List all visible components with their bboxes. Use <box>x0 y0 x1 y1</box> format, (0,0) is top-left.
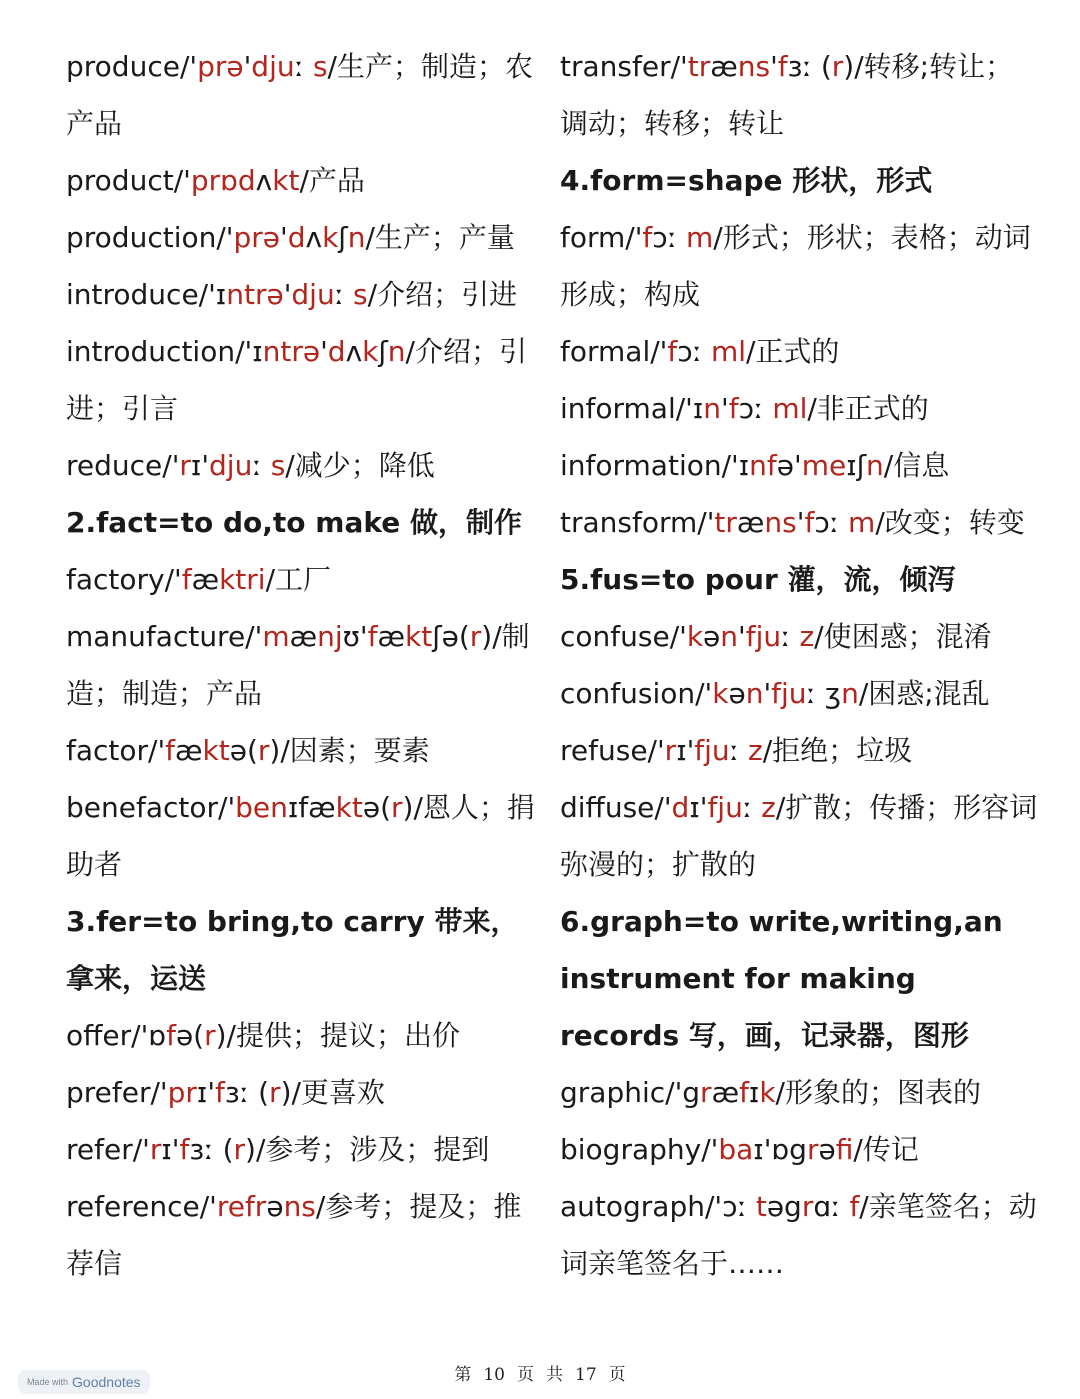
entry-text: ə <box>728 677 746 710</box>
page-footer <box>0 1360 1080 1385</box>
phonetic-highlight: kt <box>202 734 230 767</box>
entry-text: ɜː ( <box>224 1076 270 1109</box>
entry-text: )/转移;转让；调动；转移；转让 <box>560 50 1014 140</box>
entry-text: ː <box>252 449 271 482</box>
vocab-entry <box>560 665 1040 722</box>
entry-text: ː <box>742 791 762 824</box>
phonetic-highlight: f <box>181 563 192 596</box>
entry-text: ɪ' <box>161 1133 180 1166</box>
vocab-entry <box>560 1121 1040 1178</box>
phonetic-highlight: prɒd <box>190 164 256 197</box>
phonetic-highlight: s <box>270 449 286 482</box>
phonetic-highlight: f <box>642 221 653 254</box>
goodnotes-badge <box>18 1370 150 1394</box>
vocab-entry <box>560 722 1040 779</box>
entry-text: autograph/'ɔː <box>560 1190 756 1223</box>
entry-text: ' <box>770 50 778 83</box>
vocab-entry <box>66 722 536 779</box>
entry-text: )/提供；提议；出价 <box>215 1019 460 1052</box>
entry-text: ' <box>763 677 772 710</box>
entry-text: ʃə( <box>432 620 470 653</box>
phonetic-highlight: nj <box>317 620 343 653</box>
phonetic-highlight: tr <box>687 50 711 83</box>
phonetic-highlight: s <box>312 50 328 83</box>
phonetic-highlight: k <box>759 1076 776 1109</box>
entry-text: ' <box>280 221 288 254</box>
right-column <box>560 38 1040 1292</box>
vocab-entry <box>66 1007 536 1064</box>
entry-text: əg <box>766 1190 802 1223</box>
entry-text: æ <box>377 620 405 653</box>
entry-text: /传记 <box>853 1133 919 1166</box>
phonetic-highlight: r <box>233 1133 246 1166</box>
entry-text: transform/' <box>560 506 715 539</box>
phonetic-highlight: f <box>777 50 788 83</box>
entry-text: ʊ' <box>342 620 368 653</box>
phonetic-highlight: fju <box>694 734 730 767</box>
footer-suffix: 页 <box>608 1365 626 1385</box>
entry-text: )/更喜欢 <box>280 1076 385 1109</box>
vocab-entry <box>560 437 1040 494</box>
vocab-entry <box>66 266 536 323</box>
entry-text: /改变；转变 <box>875 506 1025 539</box>
phonetic-highlight: ns <box>737 50 771 83</box>
section-heading: 6.graph=to write,writing,an instrument for making records 写，画，记录器，图形 <box>560 905 1003 1052</box>
phonetic-highlight: r <box>149 1133 162 1166</box>
entry-text: information/'ɪ <box>560 449 750 482</box>
entry-text: æ <box>710 50 738 83</box>
entry-text: benefactor/' <box>66 791 236 824</box>
vocab-entry <box>66 1178 536 1292</box>
entry-text: ɜː ( <box>787 50 832 83</box>
entry-text: ː ʒ <box>806 677 842 710</box>
left-column <box>66 38 536 1292</box>
entry-text: ə( <box>229 734 258 767</box>
entry-text: confusion/' <box>560 677 713 710</box>
phonetic-highlight: nf <box>749 449 777 482</box>
entry-text: ɪ' <box>676 734 695 767</box>
phonetic-highlight: refr <box>216 1190 267 1223</box>
phonetic-highlight: f <box>367 620 378 653</box>
phonetic-highlight: ntrə <box>226 278 284 311</box>
entry-text: graphic/'g <box>560 1076 701 1109</box>
vocab-entry <box>560 608 1040 665</box>
phonetic-highlight: r <box>204 1019 216 1052</box>
phonetic-highlight: n <box>703 392 722 425</box>
entry-text: ː <box>729 734 749 767</box>
phonetic-highlight: d <box>287 221 306 254</box>
phonetic-highlight: k <box>686 620 704 653</box>
entry-text: )/恩人；捐助者 <box>66 791 535 881</box>
entry-text: æ <box>736 506 765 539</box>
phonetic-highlight: r <box>806 1133 819 1166</box>
entry-text: æ <box>711 1076 740 1109</box>
phonetic-highlight: k <box>712 677 729 710</box>
phonetic-highlight: ben <box>235 791 288 824</box>
phonetic-highlight: kt <box>335 791 363 824</box>
entry-text: /扩散；传播；形容词弥漫的；扩散的 <box>560 791 1038 881</box>
phonetic-highlight: fju <box>707 791 743 824</box>
entry-text: ' <box>320 335 328 368</box>
phonetic-highlight: r <box>801 1190 814 1223</box>
entry-text: ' <box>721 392 729 425</box>
entry-text: )/因素；要素 <box>269 734 430 767</box>
entry-text: ɔː <box>814 506 849 539</box>
vocab-entry <box>66 437 536 494</box>
vocab-entry <box>66 152 536 209</box>
entry-text: product/' <box>66 164 191 197</box>
entry-text: offer/'ɒ <box>66 1019 167 1052</box>
phonetic-highlight: fju <box>771 677 807 710</box>
phonetic-highlight: f <box>166 1019 176 1052</box>
entry-text: /介绍；引进；引言 <box>66 335 527 425</box>
entry-text: ɔː <box>738 392 773 425</box>
phonetic-highlight: dju <box>291 278 335 311</box>
entry-text: /工厂 <box>265 563 332 596</box>
entry-text: /参考；提及；推荐信 <box>66 1190 522 1280</box>
vocab-entry <box>560 38 1040 152</box>
entry-text: /拒绝；垃圾 <box>762 734 913 767</box>
phonetic-highlight: f <box>165 734 176 767</box>
phonetic-highlight: f <box>728 392 739 425</box>
vocab-entry <box>560 779 1040 893</box>
entry-text: ʌ <box>345 335 363 368</box>
phonetic-highlight: r <box>179 449 191 482</box>
vocab-entry <box>66 608 536 722</box>
vocab-entry <box>66 551 536 608</box>
phonetic-highlight: n <box>866 449 884 482</box>
phonetic-highlight: f <box>849 1190 860 1223</box>
entry-text: ɔː <box>652 221 686 254</box>
entry-text: introduction/'ɪ <box>66 335 263 368</box>
phonetic-highlight: kt <box>272 164 300 197</box>
entry-text: ː <box>334 278 354 311</box>
entry-text: ː <box>781 620 800 653</box>
phonetic-highlight: m <box>848 506 876 539</box>
entry-text: ə <box>703 620 721 653</box>
footer-page-number: 10 <box>483 1365 505 1385</box>
entry-text: /正式的 <box>746 335 840 368</box>
section-heading: 4.form=shape 形状，形式 <box>560 164 933 197</box>
phonetic-highlight: r <box>257 734 270 767</box>
phonetic-highlight: d <box>671 791 690 824</box>
entry-text: ɪ <box>748 1076 760 1109</box>
entry-text: ɪfæ <box>287 791 336 824</box>
entry-text: form/' <box>560 221 643 254</box>
section-heading: 5.fus=to pour 灌，流，倾泻 <box>560 563 956 596</box>
entry-text: /非正式的 <box>807 392 929 425</box>
phonetic-highlight: f <box>667 335 678 368</box>
vocab-entry <box>560 380 1040 437</box>
entry-text: ʌ <box>305 221 323 254</box>
entry-text: reference/' <box>66 1190 217 1223</box>
entry-text: ə( <box>362 791 392 824</box>
entry-text: manufacture/' <box>66 620 263 653</box>
entry-text: ɪʃ <box>846 449 867 482</box>
phonetic-highlight: n <box>720 620 739 653</box>
phonetic-highlight: tr <box>714 506 737 539</box>
entry-text: /介绍；引进 <box>367 278 518 311</box>
entry-text: æ <box>289 620 318 653</box>
phonetic-highlight: m <box>686 221 714 254</box>
phonetic-highlight: z <box>748 734 763 767</box>
entry-text: æ <box>175 734 203 767</box>
phonetic-highlight: n <box>841 677 859 710</box>
phonetic-highlight: r <box>469 620 482 653</box>
entry-text: ː <box>294 50 313 83</box>
phonetic-highlight: s <box>353 278 368 311</box>
vocab-entry <box>66 779 536 893</box>
section-heading: 3.fer=to bring,to carry 带来，拿来，运送 <box>66 905 519 995</box>
entry-text: /减少；降低 <box>285 449 435 482</box>
entry-text: confuse/' <box>560 620 687 653</box>
entry-text: transfer/' <box>560 50 688 83</box>
entry-text: /形式；形状；表格；动词形成；构成 <box>560 221 1031 311</box>
phonetic-highlight: kt <box>405 620 433 653</box>
entry-text: formal/' <box>560 335 668 368</box>
section-heading: 2.fact=to do,to make 做，制作 <box>66 506 522 539</box>
phonetic-highlight: pr <box>167 1076 197 1109</box>
phonetic-highlight: fi <box>835 1133 854 1166</box>
entry-text: factor/' <box>66 734 166 767</box>
phonetic-highlight: prə <box>197 50 244 83</box>
vocab-entry <box>66 1121 536 1178</box>
phonetic-highlight: k <box>322 221 339 254</box>
phonetic-highlight: dju <box>251 50 295 83</box>
phonetic-highlight: fju <box>745 620 782 653</box>
phonetic-highlight: ba <box>718 1133 754 1166</box>
phonetic-highlight: f <box>179 1133 190 1166</box>
entry-text: informal/'ɪ <box>560 392 704 425</box>
footer-page-label: 页 <box>517 1365 534 1385</box>
entry-text: ' <box>283 278 292 311</box>
vocab-entry <box>66 1064 536 1121</box>
entry-text: reduce/' <box>66 449 180 482</box>
entry-text: ɪ' <box>689 791 708 824</box>
phonetic-highlight: ktri <box>219 563 266 596</box>
entry-text: æ <box>191 563 220 596</box>
entry-text: diffuse/' <box>560 791 672 824</box>
entry-text: /信息 <box>883 449 950 482</box>
phonetic-highlight: n <box>347 221 366 254</box>
phonetic-highlight: m <box>262 620 290 653</box>
entry-text: /亲笔签名；动词亲笔签名于…… <box>560 1190 1037 1280</box>
phonetic-highlight: me <box>801 449 847 482</box>
phonetic-highlight: f <box>215 1076 225 1109</box>
entry-text: ə' <box>776 449 802 482</box>
phonetic-highlight: r <box>269 1076 281 1109</box>
phonetic-highlight: z <box>799 620 815 653</box>
phonetic-highlight: d <box>327 335 346 368</box>
entry-text: refer/' <box>66 1133 150 1166</box>
entry-text: /生产；制造；农产品 <box>66 50 533 140</box>
phonetic-highlight: dju <box>209 449 253 482</box>
entry-text: refuse/' <box>560 734 665 767</box>
phonetic-highlight: r <box>664 734 677 767</box>
phonetic-highlight: z <box>761 791 776 824</box>
entry-text: /生产；产量 <box>365 221 515 254</box>
vocab-entry <box>560 209 1040 323</box>
entry-text: ' <box>738 620 746 653</box>
vocab-entry <box>66 323 536 437</box>
phonetic-highlight: ml <box>772 392 808 425</box>
footer-total-label: 共 <box>546 1365 563 1385</box>
entry-text: ɑː <box>813 1190 850 1223</box>
entry-text: ʃ <box>378 335 388 368</box>
entry-text: ɪ'ɒg <box>753 1133 807 1166</box>
entry-text: ɪ' <box>196 1076 216 1109</box>
phonetic-highlight: ns <box>283 1190 316 1223</box>
vocab-entry <box>560 323 1040 380</box>
phonetic-highlight: ns <box>764 506 797 539</box>
entry-text: /困惑;混乱 <box>858 677 990 710</box>
entry-text: /形象的；图表的 <box>775 1076 981 1109</box>
entry-text: )/参考；涉及；提到 <box>245 1133 490 1166</box>
entry-text: )/制造；制造；产品 <box>66 620 530 710</box>
entry-text: ' <box>796 506 805 539</box>
phonetic-highlight: r <box>391 791 403 824</box>
entry-text: production/' <box>66 221 234 254</box>
entry-text: ʌ <box>255 164 273 197</box>
phonetic-highlight: r <box>831 50 844 83</box>
phonetic-highlight: f <box>804 506 815 539</box>
entry-text: prefer/' <box>66 1076 168 1109</box>
phonetic-highlight: r <box>700 1076 712 1109</box>
entry-text: ə( <box>175 1019 205 1052</box>
entry-text: /产品 <box>299 164 365 197</box>
vocab-entry <box>560 1064 1040 1121</box>
vocab-entry <box>66 209 536 266</box>
phonetic-highlight: f <box>739 1076 749 1109</box>
badge-brand: Goodnotes <box>72 1374 141 1390</box>
footer-prefix: 第 <box>454 1365 472 1385</box>
entry-text: ʃ <box>338 221 348 254</box>
vocab-entry <box>66 38 536 152</box>
phonetic-highlight: prə <box>233 221 280 254</box>
phonetic-highlight: ml <box>710 335 746 368</box>
phonetic-highlight: n <box>387 335 406 368</box>
vocab-entry <box>560 1178 1040 1292</box>
badge-made-with: Made with <box>27 1377 69 1387</box>
entry-text: ' <box>243 50 252 83</box>
entry-text: factory/' <box>66 563 182 596</box>
vocab-entry <box>560 494 1040 551</box>
entry-text: ɜː ( <box>189 1133 234 1166</box>
entry-text: ə <box>818 1133 836 1166</box>
phonetic-highlight: ntrə <box>262 335 321 368</box>
entry-text: biography/' <box>560 1133 719 1166</box>
entry-text: /使困惑；混淆 <box>814 620 992 653</box>
footer-total-pages: 17 <box>575 1365 597 1385</box>
phonetic-highlight: n <box>745 677 764 710</box>
entry-text: ɪ' <box>190 449 210 482</box>
entry-text: produce/' <box>66 50 198 83</box>
phonetic-highlight: t <box>755 1190 767 1223</box>
entry-text: introduce/'ɪ <box>66 278 227 311</box>
phonetic-highlight: k <box>362 335 379 368</box>
entry-text: ə <box>266 1190 284 1223</box>
entry-text: ɔː <box>677 335 711 368</box>
